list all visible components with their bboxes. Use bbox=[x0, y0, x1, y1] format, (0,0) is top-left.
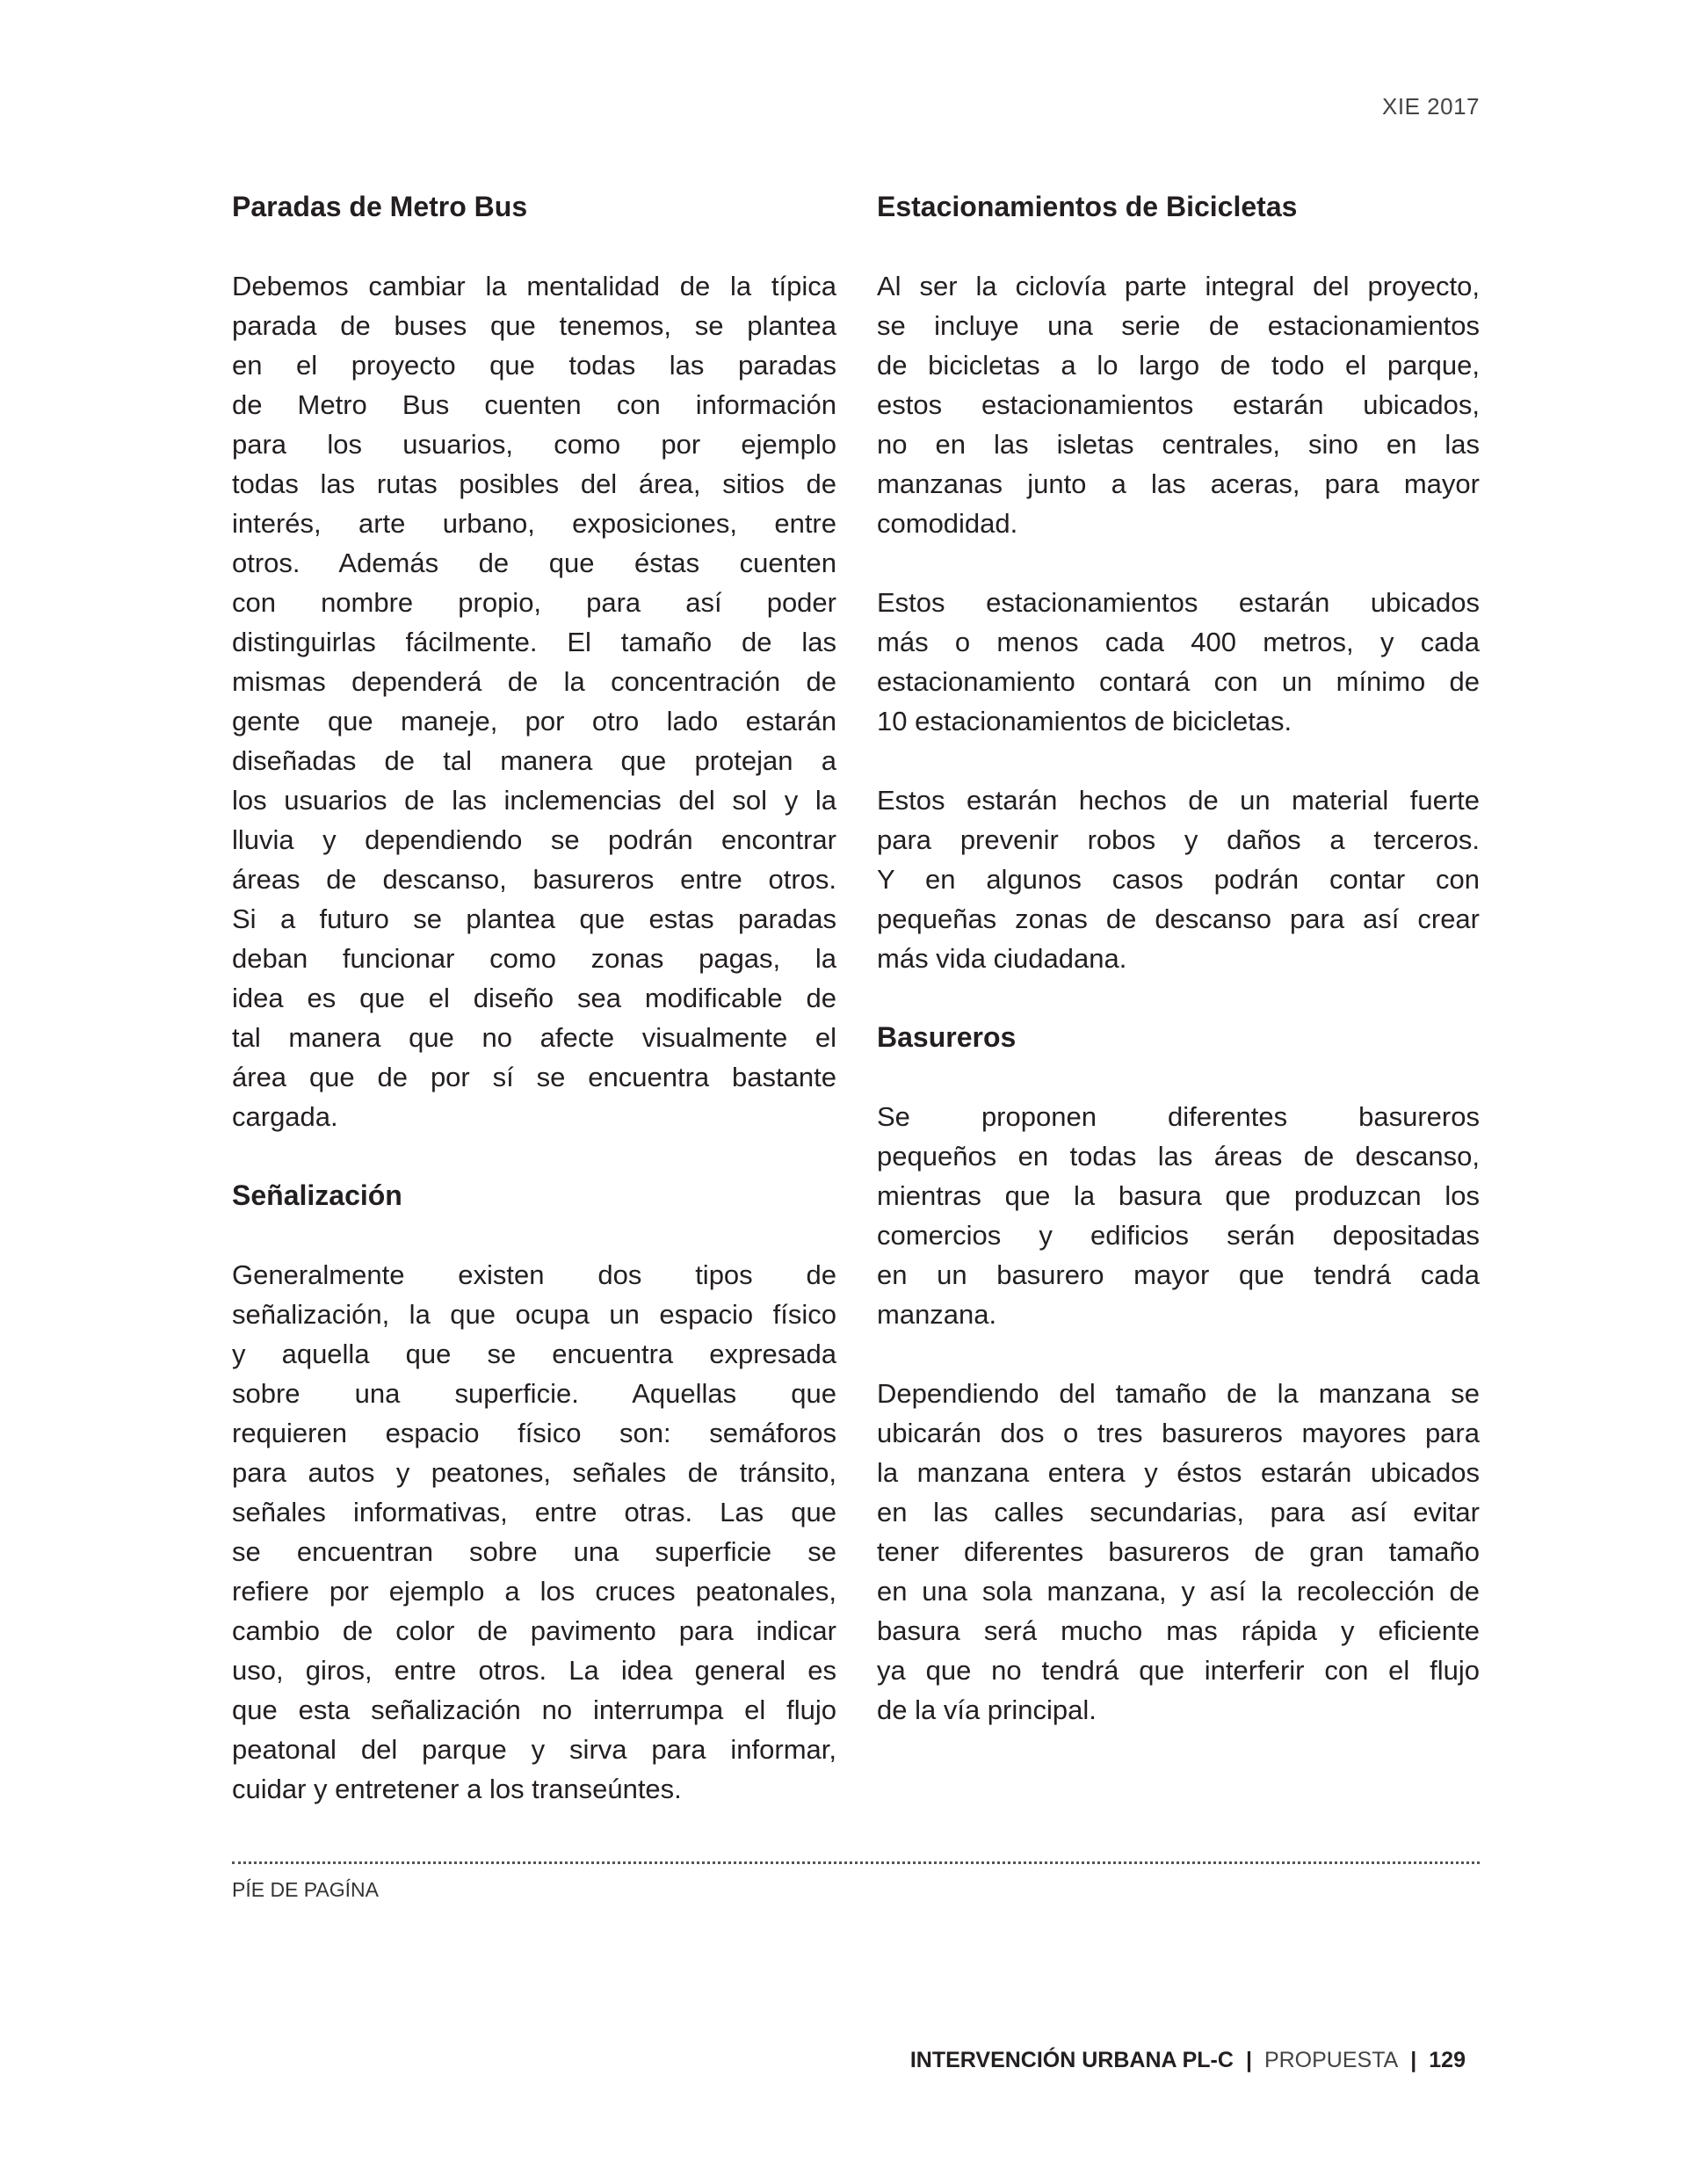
text-line: cuidar y entretener a los transeúntes. bbox=[232, 1774, 682, 1804]
text-line: comodidad. bbox=[877, 508, 1018, 539]
text-line: mismas dependerá de la concentración de bbox=[232, 666, 836, 697]
text-line: de la vía principal. bbox=[877, 1694, 1097, 1725]
text-line: uso, giros, entre otros. La idea general es bbox=[232, 1655, 836, 1686]
edition-label: XIE 2017 bbox=[1382, 93, 1480, 120]
paragraph bbox=[232, 1255, 836, 1809]
text-line: distinguirlas fácilmente. El tamaño de las bbox=[232, 627, 836, 657]
text-line: mientras que la basura que produzcan los bbox=[877, 1180, 1480, 1211]
section-heading: Basureros bbox=[877, 1021, 1017, 1053]
text-line: cambio de color de pavimento para indicar bbox=[232, 1615, 836, 1646]
text-line: Y en algunos casos podrán contar con bbox=[877, 864, 1480, 895]
paragraph bbox=[877, 1097, 1480, 1334]
text-line: otros. Además de que éstas cuenten bbox=[232, 548, 836, 578]
text-line: tener diferentes basureros de gran tamaño bbox=[877, 1536, 1480, 1567]
text-line: señales informativas, entre otras. Las que bbox=[232, 1497, 836, 1527]
footnote-label: PÍE DE PAGÍNA bbox=[232, 1878, 380, 1901]
text-line: Al ser la ciclovía parte integral del proyecto, bbox=[877, 271, 1480, 301]
left-column bbox=[232, 187, 836, 1848]
text-line: más vida ciudadana. bbox=[877, 943, 1127, 974]
page-footer bbox=[910, 2048, 1466, 2073]
paragraph bbox=[877, 266, 1480, 543]
text-line: Estos estacionamientos estarán ubicados bbox=[877, 587, 1480, 618]
right-column bbox=[877, 187, 1480, 1769]
text-line: diseñadas de tal manera que protejan a bbox=[232, 745, 836, 776]
text-line: pequeñas zonas de descanso para así crear bbox=[877, 903, 1480, 934]
footer-section: PROPUESTA bbox=[1263, 2048, 1399, 2072]
footer-separator: | bbox=[1245, 2048, 1252, 2072]
footnote-divider bbox=[232, 1861, 1480, 1864]
text-line: basura será mucho mas rápida y eficiente bbox=[877, 1615, 1480, 1646]
text-line: y aquella que se encuentra expresada bbox=[232, 1339, 836, 1369]
text-line: refiere por ejemplo a los cruces peatonales, bbox=[232, 1576, 836, 1607]
paragraph bbox=[877, 780, 1480, 978]
text-line: para los usuarios, como por ejemplo bbox=[232, 429, 836, 460]
section-heading: Paradas de Metro Bus bbox=[232, 191, 528, 222]
text-line: en las calles secundarias, para así evitar bbox=[877, 1497, 1480, 1527]
text-line: Si a futuro se plantea que estas paradas bbox=[232, 903, 836, 934]
text-line: no en las isletas centrales, sino en las bbox=[877, 429, 1480, 460]
paragraph bbox=[232, 266, 836, 1136]
text-line: deban funcionar como zonas pagas, la bbox=[232, 943, 836, 974]
text-line: estos estacionamientos estarán ubicados, bbox=[877, 389, 1480, 420]
text-line: se incluye una serie de estacionamientos bbox=[877, 310, 1480, 341]
footer-separator: | bbox=[1410, 2048, 1417, 2072]
text-line: con nombre propio, para así poder bbox=[232, 587, 836, 618]
section-heading: Estacionamientos de Bicicletas bbox=[877, 191, 1298, 222]
text-line: ya que no tendrá que interferir con el flujo bbox=[877, 1655, 1480, 1686]
footer-title: INTERVENCIÓN URBANA PL-C bbox=[909, 2048, 1234, 2072]
text-line: de bicicletas a lo largo de todo el parque, bbox=[877, 350, 1480, 381]
text-line: en una sola manzana, y así la recolección de bbox=[877, 1576, 1480, 1607]
text-line: peatonal del parque y sirva para informar, bbox=[232, 1734, 836, 1765]
text-line: ubicarán dos o tres basureros mayores para bbox=[877, 1418, 1480, 1448]
text-line: sobre una superficie. Aquellas que bbox=[232, 1378, 836, 1409]
text-line: Se proponen diferentes basureros bbox=[877, 1101, 1480, 1132]
text-line: pequeños en todas las áreas de descanso, bbox=[877, 1141, 1480, 1172]
text-line: lluvia y dependiendo se podrán encontrar bbox=[232, 824, 836, 855]
text-line: parada de buses que tenemos, se plantea bbox=[232, 310, 836, 341]
paragraph bbox=[877, 1374, 1480, 1730]
text-line: gente que maneje, por otro lado estarán bbox=[232, 706, 836, 736]
text-line: que esta señalización no interrumpa el flujo bbox=[232, 1694, 836, 1725]
text-line: idea es que el diseño sea modificable de bbox=[232, 983, 836, 1013]
text-line: comercios y edificios serán depositadas bbox=[877, 1220, 1480, 1251]
text-line: para autos y peatones, señales de tránsito, bbox=[232, 1457, 836, 1488]
text-line: manzana. bbox=[877, 1299, 997, 1330]
text-line: en un basurero mayor que tendrá cada bbox=[877, 1259, 1480, 1290]
text-line: área que de por sí se encuentra bastante bbox=[232, 1062, 836, 1092]
text-line: todas las rutas posibles del área, sitios de bbox=[232, 468, 836, 499]
text-line: 10 estacionamientos de bicicletas. bbox=[877, 706, 1292, 736]
text-line: manzanas junto a las aceras, para mayor bbox=[877, 468, 1480, 499]
page-number: 129 bbox=[1429, 2048, 1466, 2072]
text-line: en el proyecto que todas las paradas bbox=[232, 350, 836, 381]
section-heading: Señalización bbox=[232, 1179, 402, 1211]
text-line: la manzana entera y éstos estarán ubicados bbox=[877, 1457, 1480, 1488]
text-line: interés, arte urbano, exposiciones, entre bbox=[232, 508, 836, 539]
text-line: más o menos cada 400 metros, y cada bbox=[877, 627, 1480, 657]
text-line: para prevenir robos y daños a terceros. bbox=[877, 824, 1480, 855]
text-line: los usuarios de las inclemencias del sol y la bbox=[232, 785, 836, 816]
text-line: estacionamiento contará con un mínimo de bbox=[877, 666, 1480, 697]
text-line: áreas de descanso, basureros entre otros. bbox=[232, 864, 836, 895]
text-line: requieren espacio físico son: semáforos bbox=[232, 1418, 836, 1448]
text-line: Debemos cambiar la mentalidad de la típica bbox=[232, 271, 836, 301]
text-line: de Metro Bus cuenten con información bbox=[232, 389, 836, 420]
text-line: Estos estarán hechos de un material fuerte bbox=[877, 785, 1480, 816]
text-line: señalización, la que ocupa un espacio físico bbox=[232, 1299, 836, 1330]
text-line: Generalmente existen dos tipos de bbox=[232, 1259, 836, 1290]
text-line: se encuentran sobre una superficie se bbox=[232, 1536, 836, 1567]
paragraph bbox=[877, 583, 1480, 741]
text-line: Dependiendo del tamaño de la manzana se bbox=[877, 1378, 1480, 1409]
text-line: cargada. bbox=[232, 1101, 338, 1132]
text-line: tal manera que no afecte visualmente el bbox=[232, 1022, 836, 1053]
